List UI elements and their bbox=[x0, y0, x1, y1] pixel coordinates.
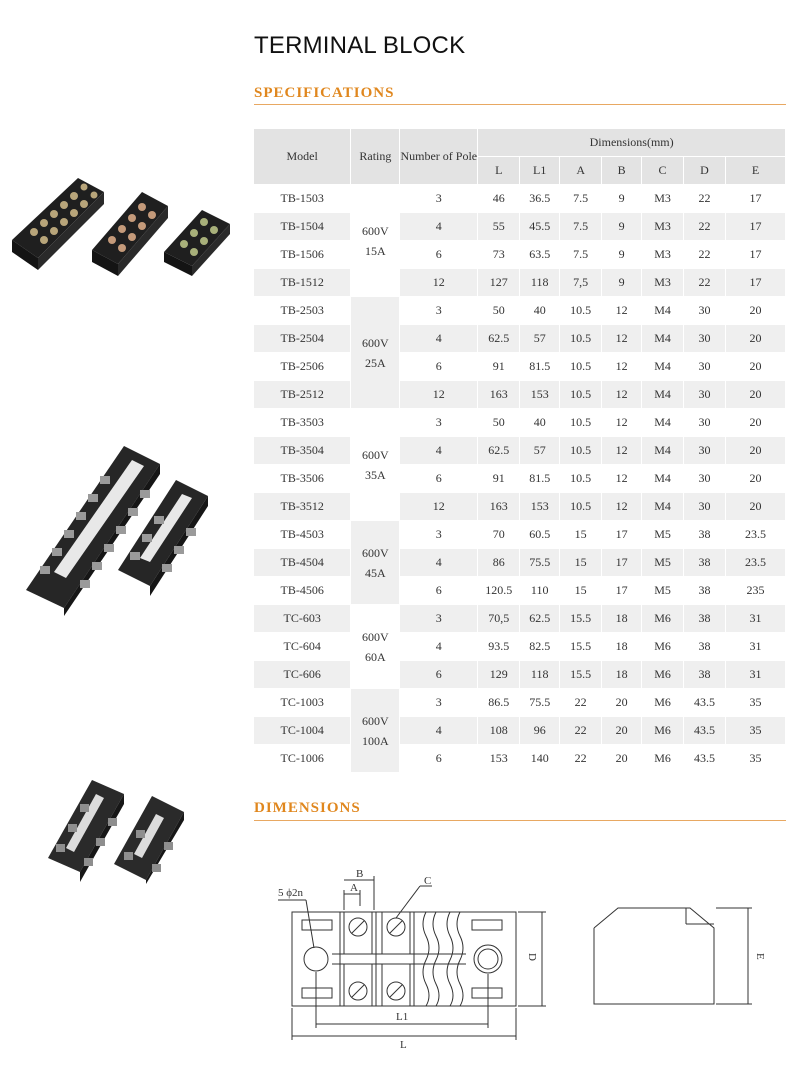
table-row bbox=[254, 745, 786, 773]
dim-cell-l: 163 bbox=[478, 493, 520, 521]
dim-cell-b: 20 bbox=[602, 717, 642, 745]
dim-cell-e: 20 bbox=[725, 381, 785, 409]
table-row bbox=[254, 409, 786, 437]
dim-cell-b: 12 bbox=[602, 493, 642, 521]
dim-cell-d: 30 bbox=[684, 325, 726, 353]
pole-cell: 3 bbox=[400, 521, 478, 549]
dim-cell-e: 23.5 bbox=[725, 521, 785, 549]
dim-cell-d: 38 bbox=[684, 549, 726, 577]
dim-cell-e: 17 bbox=[725, 241, 785, 269]
label-d: D bbox=[526, 953, 538, 961]
pole-cell: 6 bbox=[400, 241, 478, 269]
table-row bbox=[254, 185, 786, 213]
dim-cell-b: 20 bbox=[602, 745, 642, 773]
rating-line: 15A bbox=[365, 243, 386, 258]
dim-cell-l: 62.5 bbox=[478, 325, 520, 353]
dim-cell-d: 43.5 bbox=[684, 717, 726, 745]
dim-cell-l1: 60.5 bbox=[520, 521, 560, 549]
terminal-block-tc-2-pole bbox=[114, 796, 184, 884]
label-a: A bbox=[350, 882, 358, 894]
dim-cell-c: M6 bbox=[642, 605, 684, 633]
model-cell: TB-1503 bbox=[254, 185, 351, 213]
dim-cell-c: M5 bbox=[642, 549, 684, 577]
dim-cell-l1: 57 bbox=[520, 437, 560, 465]
model-cell: TB-4506 bbox=[254, 577, 351, 605]
dim-cell-d: 30 bbox=[684, 437, 726, 465]
dim-cell-d: 30 bbox=[684, 409, 726, 437]
dimensions-divider bbox=[254, 820, 786, 821]
dim-cell-c: M4 bbox=[642, 465, 684, 493]
dim-cell-e: 35 bbox=[725, 717, 785, 745]
dim-cell-a: 22 bbox=[560, 717, 602, 745]
pole-cell: 3 bbox=[400, 689, 478, 717]
pole-cell: 12 bbox=[400, 493, 478, 521]
dim-cell-e: 23.5 bbox=[725, 549, 785, 577]
dim-cell-d: 30 bbox=[684, 353, 726, 381]
mounting-hole-left bbox=[304, 947, 328, 971]
dim-cell-a: 15 bbox=[560, 521, 602, 549]
dim-cell-c: M4 bbox=[642, 381, 684, 409]
dim-cell-a: 10.5 bbox=[560, 325, 602, 353]
pole-cell: 4 bbox=[400, 437, 478, 465]
model-cell: TB-3503 bbox=[254, 409, 351, 437]
dim-cell-l1: 140 bbox=[520, 745, 560, 773]
dim-cell-l1: 81.5 bbox=[520, 465, 560, 493]
model-cell: TB-2503 bbox=[254, 297, 351, 325]
dim-cell-c: M3 bbox=[642, 241, 684, 269]
rating-line: 600V bbox=[362, 223, 389, 238]
dim-cell-c: M4 bbox=[642, 325, 684, 353]
dimension-drawing-side-view bbox=[588, 900, 768, 1012]
dim-cell-d: 38 bbox=[684, 577, 726, 605]
dim-cell-l1: 62.5 bbox=[520, 605, 560, 633]
side-profile bbox=[594, 908, 714, 1004]
dim-cell-b: 18 bbox=[602, 605, 642, 633]
dim-cell-l1: 110 bbox=[520, 577, 560, 605]
dim-cell-b: 17 bbox=[602, 521, 642, 549]
specifications-heading: SPECIFICATIONS bbox=[254, 85, 395, 101]
rating-line: 600V bbox=[362, 713, 389, 728]
dim-cell-l1: 96 bbox=[520, 717, 560, 745]
dim-cell-l: 70,5 bbox=[478, 605, 520, 633]
dim-cell-a: 10.5 bbox=[560, 353, 602, 381]
dimension-drawing-top-view bbox=[270, 862, 560, 1052]
dim-cell-a: 22 bbox=[560, 689, 602, 717]
pole-cell: 4 bbox=[400, 325, 478, 353]
pole-cell: 3 bbox=[400, 605, 478, 633]
dim-cell-e: 20 bbox=[725, 409, 785, 437]
dim-cell-e: 20 bbox=[725, 437, 785, 465]
dim-cell-e: 20 bbox=[725, 325, 785, 353]
dim-cell-l: 127 bbox=[478, 269, 520, 297]
dim-cell-a: 10.5 bbox=[560, 465, 602, 493]
pole-cell: 6 bbox=[400, 577, 478, 605]
model-cell: TB-1506 bbox=[254, 241, 351, 269]
table-row bbox=[254, 297, 786, 325]
table-row bbox=[254, 633, 786, 661]
dim-cell-l1: 63.5 bbox=[520, 241, 560, 269]
table-row bbox=[254, 577, 786, 605]
dim-cell-a: 7.5 bbox=[560, 213, 602, 241]
dim-cell-a: 15.5 bbox=[560, 605, 602, 633]
model-cell: TB-1512 bbox=[254, 269, 351, 297]
dim-cell-c: M6 bbox=[642, 661, 684, 689]
dim-cell-a: 15.5 bbox=[560, 661, 602, 689]
dim-cell-l1: 36.5 bbox=[520, 185, 560, 213]
dim-cell-b: 12 bbox=[602, 353, 642, 381]
header-col-a: A bbox=[560, 157, 602, 185]
dim-cell-a: 10.5 bbox=[560, 409, 602, 437]
dim-cell-d: 22 bbox=[684, 185, 726, 213]
dim-cell-a: 10.5 bbox=[560, 493, 602, 521]
model-cell: TB-4504 bbox=[254, 549, 351, 577]
model-cell: TB-2504 bbox=[254, 325, 351, 353]
model-cell: TB-2512 bbox=[254, 381, 351, 409]
dim-cell-b: 9 bbox=[602, 241, 642, 269]
label-hole: 5 ϕ2n bbox=[278, 887, 304, 899]
dimensions-heading: DIMENSIONS bbox=[254, 800, 361, 816]
dim-cell-d: 38 bbox=[684, 521, 726, 549]
terminal-block-3-pole bbox=[164, 210, 230, 276]
label-b: B bbox=[356, 868, 364, 880]
dim-cell-l1: 81.5 bbox=[520, 353, 560, 381]
header-model: Model bbox=[254, 129, 351, 185]
dim-cell-l1: 40 bbox=[520, 409, 560, 437]
dim-cell-l: 86 bbox=[478, 549, 520, 577]
dim-cell-l: 55 bbox=[478, 213, 520, 241]
label-l1: L1 bbox=[396, 1011, 409, 1023]
rating-cell bbox=[351, 297, 400, 409]
header-col-c: C bbox=[642, 157, 684, 185]
model-cell: TC-1006 bbox=[254, 745, 351, 773]
table-row bbox=[254, 689, 786, 717]
header-col-d: D bbox=[684, 157, 726, 185]
dim-cell-c: M3 bbox=[642, 269, 684, 297]
dim-cell-l: 91 bbox=[478, 465, 520, 493]
dim-cell-a: 7.5 bbox=[560, 185, 602, 213]
pole-cell: 3 bbox=[400, 185, 478, 213]
page-title: TERMINAL BLOCK bbox=[254, 32, 466, 59]
label-e: E bbox=[754, 953, 766, 960]
model-cell: TB-3504 bbox=[254, 437, 351, 465]
table-row bbox=[254, 605, 786, 633]
dim-cell-b: 18 bbox=[602, 661, 642, 689]
dim-cell-l: 86.5 bbox=[478, 689, 520, 717]
dim-cell-e: 20 bbox=[725, 493, 785, 521]
dim-cell-c: M5 bbox=[642, 521, 684, 549]
dim-cell-l: 153 bbox=[478, 745, 520, 773]
model-cell: TC-604 bbox=[254, 633, 351, 661]
table-row bbox=[254, 241, 786, 269]
header-dimensions: Dimensions(mm) bbox=[478, 129, 786, 157]
dim-cell-a: 10.5 bbox=[560, 381, 602, 409]
terminal-block-6-pole bbox=[12, 178, 104, 270]
label-l: L bbox=[400, 1039, 407, 1051]
pole-cell: 4 bbox=[400, 549, 478, 577]
model-cell: TB-1504 bbox=[254, 213, 351, 241]
terminal-block-4-pole bbox=[92, 192, 168, 276]
dim-cell-l: 50 bbox=[478, 297, 520, 325]
rating-line: 100A bbox=[362, 733, 389, 748]
dim-cell-b: 12 bbox=[602, 381, 642, 409]
dim-cell-e: 235 bbox=[725, 577, 785, 605]
dim-cell-a: 15 bbox=[560, 549, 602, 577]
rating-line: 600V bbox=[362, 447, 389, 462]
model-cell: TB-4503 bbox=[254, 521, 351, 549]
dim-cell-l1: 82.5 bbox=[520, 633, 560, 661]
dim-cell-a: 15.5 bbox=[560, 633, 602, 661]
dim-cell-b: 18 bbox=[602, 633, 642, 661]
dim-cell-b: 9 bbox=[602, 269, 642, 297]
product-photo-large-blocks bbox=[20, 440, 220, 616]
table-row bbox=[254, 493, 786, 521]
dim-cell-c: M3 bbox=[642, 185, 684, 213]
rating-line: 600V bbox=[362, 629, 389, 644]
pole-cell: 3 bbox=[400, 297, 478, 325]
dim-cell-l: 108 bbox=[478, 717, 520, 745]
dim-cell-b: 12 bbox=[602, 297, 642, 325]
dim-cell-e: 20 bbox=[725, 297, 785, 325]
pole-cell: 4 bbox=[400, 717, 478, 745]
dim-cell-a: 15 bbox=[560, 577, 602, 605]
dim-cell-c: M4 bbox=[642, 353, 684, 381]
rating-line: 60A bbox=[365, 649, 386, 664]
header-col-e: E bbox=[725, 157, 785, 185]
table-row bbox=[254, 521, 786, 549]
dim-cell-l: 120.5 bbox=[478, 577, 520, 605]
dim-cell-l: 70 bbox=[478, 521, 520, 549]
dim-cell-e: 35 bbox=[725, 745, 785, 773]
rating-cell bbox=[351, 409, 400, 521]
dim-cell-c: M6 bbox=[642, 717, 684, 745]
specifications-table bbox=[254, 129, 786, 773]
dim-cell-l1: 75.5 bbox=[520, 549, 560, 577]
dim-cell-l: 62.5 bbox=[478, 437, 520, 465]
dim-cell-l1: 118 bbox=[520, 269, 560, 297]
dim-cell-c: M3 bbox=[642, 213, 684, 241]
pole-cell: 6 bbox=[400, 465, 478, 493]
dim-cell-d: 38 bbox=[684, 633, 726, 661]
table-row bbox=[254, 717, 786, 745]
label-c: C bbox=[424, 875, 432, 887]
model-cell: TC-1003 bbox=[254, 689, 351, 717]
dim-cell-d: 30 bbox=[684, 297, 726, 325]
dim-cell-l1: 153 bbox=[520, 493, 560, 521]
header-col-l1: L1 bbox=[520, 157, 560, 185]
product-photo-high-current-blocks bbox=[44, 772, 204, 884]
dim-cell-e: 17 bbox=[725, 269, 785, 297]
table-row bbox=[254, 213, 786, 241]
dim-cell-l: 91 bbox=[478, 353, 520, 381]
pole-cell: 6 bbox=[400, 353, 478, 381]
dim-cell-d: 43.5 bbox=[684, 745, 726, 773]
dim-cell-a: 10.5 bbox=[560, 437, 602, 465]
dim-cell-d: 30 bbox=[684, 493, 726, 521]
dim-cell-b: 17 bbox=[602, 549, 642, 577]
rating-line: 35A bbox=[365, 467, 386, 482]
pole-cell: 3 bbox=[400, 409, 478, 437]
dim-cell-d: 22 bbox=[684, 241, 726, 269]
model-cell: TC-1004 bbox=[254, 717, 351, 745]
header-rating: Rating bbox=[351, 129, 400, 185]
dim-cell-l: 93.5 bbox=[478, 633, 520, 661]
dim-cell-a: 7.5 bbox=[560, 241, 602, 269]
dim-cell-e: 17 bbox=[725, 185, 785, 213]
product-photo-small-blocks bbox=[8, 170, 240, 278]
dim-cell-c: M4 bbox=[642, 297, 684, 325]
pole-cell: 12 bbox=[400, 381, 478, 409]
dim-cell-l1: 40 bbox=[520, 297, 560, 325]
pole-cell: 6 bbox=[400, 661, 478, 689]
dim-cell-d: 38 bbox=[684, 661, 726, 689]
block-outline bbox=[292, 912, 516, 1006]
dim-cell-e: 31 bbox=[725, 661, 785, 689]
rating-cell bbox=[351, 521, 400, 605]
rating-line: 600V bbox=[362, 545, 389, 560]
dim-cell-e: 31 bbox=[725, 605, 785, 633]
pole-cell: 6 bbox=[400, 745, 478, 773]
model-cell: TB-2506 bbox=[254, 353, 351, 381]
dim-cell-b: 9 bbox=[602, 185, 642, 213]
dim-cell-c: M4 bbox=[642, 493, 684, 521]
table-row bbox=[254, 437, 786, 465]
terminal-block-long bbox=[26, 446, 160, 616]
table-row bbox=[254, 269, 786, 297]
dim-cell-b: 12 bbox=[602, 325, 642, 353]
dim-cell-l1: 75.5 bbox=[520, 689, 560, 717]
dim-cell-b: 12 bbox=[602, 437, 642, 465]
dim-cell-c: M6 bbox=[642, 633, 684, 661]
model-cell: TB-3506 bbox=[254, 465, 351, 493]
header-poles: Number of Pole bbox=[400, 129, 478, 185]
dim-cell-a: 7,5 bbox=[560, 269, 602, 297]
table-row bbox=[254, 381, 786, 409]
dim-cell-b: 12 bbox=[602, 409, 642, 437]
dim-cell-l1: 118 bbox=[520, 661, 560, 689]
dim-cell-d: 22 bbox=[684, 269, 726, 297]
specifications-divider bbox=[254, 104, 786, 105]
pole-cell: 4 bbox=[400, 633, 478, 661]
dim-cell-c: M6 bbox=[642, 745, 684, 773]
rating-cell bbox=[351, 605, 400, 689]
table-row bbox=[254, 325, 786, 353]
dim-cell-l1: 153 bbox=[520, 381, 560, 409]
model-cell: TC-603 bbox=[254, 605, 351, 633]
dim-cell-d: 30 bbox=[684, 465, 726, 493]
table-row bbox=[254, 353, 786, 381]
model-cell: TC-606 bbox=[254, 661, 351, 689]
rating-cell bbox=[351, 689, 400, 773]
rating-line: 600V bbox=[362, 335, 389, 350]
dim-cell-d: 22 bbox=[684, 213, 726, 241]
dim-cell-a: 10.5 bbox=[560, 297, 602, 325]
rating-cell bbox=[351, 185, 400, 297]
pole-cell: 12 bbox=[400, 269, 478, 297]
dim-cell-l: 163 bbox=[478, 381, 520, 409]
dim-cell-l: 46 bbox=[478, 185, 520, 213]
dim-cell-b: 12 bbox=[602, 465, 642, 493]
dim-cell-l: 50 bbox=[478, 409, 520, 437]
dim-cell-d: 43.5 bbox=[684, 689, 726, 717]
dim-cell-l1: 45.5 bbox=[520, 213, 560, 241]
dim-cell-l: 129 bbox=[478, 661, 520, 689]
dim-cell-d: 30 bbox=[684, 381, 726, 409]
dim-cell-a: 22 bbox=[560, 745, 602, 773]
dim-cell-e: 35 bbox=[725, 689, 785, 717]
dim-cell-d: 38 bbox=[684, 605, 726, 633]
dim-cell-e: 20 bbox=[725, 353, 785, 381]
table-row bbox=[254, 465, 786, 493]
table-row bbox=[254, 661, 786, 689]
header-col-b: B bbox=[602, 157, 642, 185]
rating-line: 45A bbox=[365, 565, 386, 580]
pole-cell: 4 bbox=[400, 213, 478, 241]
terminal-block-tc-3-pole bbox=[48, 780, 124, 882]
model-cell: TB-3512 bbox=[254, 493, 351, 521]
dim-cell-b: 17 bbox=[602, 577, 642, 605]
rating-line: 25A bbox=[365, 355, 386, 370]
dim-cell-b: 20 bbox=[602, 689, 642, 717]
dim-cell-c: M4 bbox=[642, 409, 684, 437]
dim-cell-e: 31 bbox=[725, 633, 785, 661]
dim-cell-l: 73 bbox=[478, 241, 520, 269]
dim-cell-e: 17 bbox=[725, 213, 785, 241]
dim-cell-c: M5 bbox=[642, 577, 684, 605]
dim-cell-l1: 57 bbox=[520, 325, 560, 353]
dim-cell-e: 20 bbox=[725, 465, 785, 493]
table-row bbox=[254, 549, 786, 577]
header-col-l: L bbox=[478, 157, 520, 185]
dim-cell-c: M6 bbox=[642, 689, 684, 717]
dim-cell-b: 9 bbox=[602, 213, 642, 241]
dim-cell-c: M4 bbox=[642, 437, 684, 465]
